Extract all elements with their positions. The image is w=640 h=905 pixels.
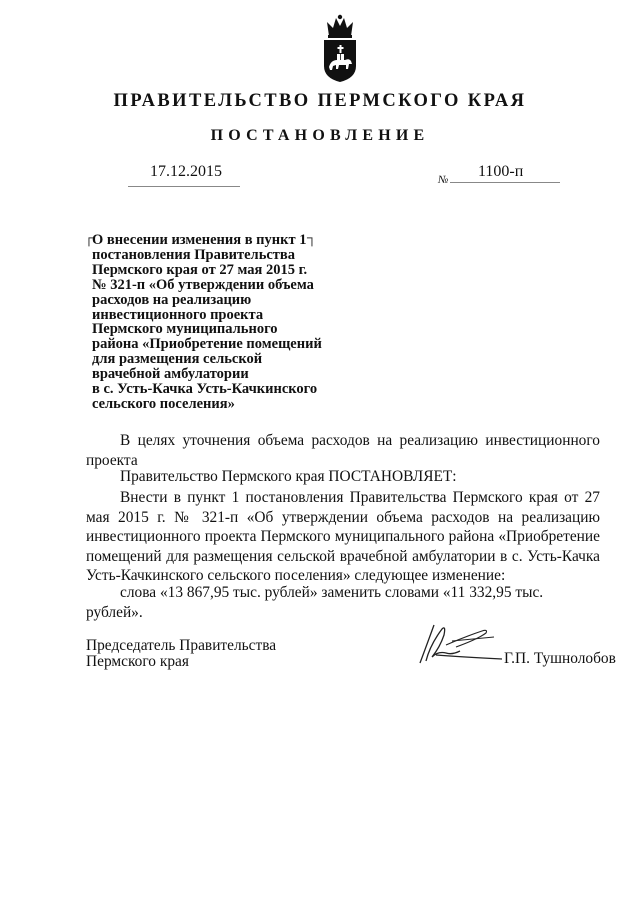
number-sign: №: [438, 174, 449, 186]
signatory-title-line: Председатель Правительства: [86, 637, 277, 654]
number-underline: [450, 182, 560, 183]
signatory-title-line: Пермского края: [86, 653, 189, 670]
subject-line: в с. Усть-Качка Усть-Качкинского: [92, 381, 318, 398]
subject-line: сельского поселения»: [92, 395, 235, 412]
document-subject: [92, 233, 352, 412]
government-title: ПРАВИТЕЛЬСТВО ПЕРМСКОГО КРАЯ: [113, 91, 527, 111]
body-paragraph-resolves: Правительство Пермского края ПОСТАНОВЛЯЕТ:: [120, 468, 457, 485]
document-type: ПОСТАНОВЛЕНИЕ: [210, 127, 430, 144]
subject-bracket-left: ┌: [84, 231, 94, 246]
signatory-title: [86, 638, 276, 670]
document-date: 17.12.2015: [150, 163, 222, 180]
subject-line: постановления Правительства: [92, 246, 295, 263]
subject-line: для размещения сельской: [92, 351, 263, 368]
subject-line: Пермского муниципального: [92, 321, 278, 338]
handwritten-signature-icon: [412, 617, 504, 667]
subject-line: № 321-п «Об утверждении объема: [92, 276, 314, 293]
body-paragraph-amendment: Внести в пункт 1 постановления Правительства Пермского края от 27 мая 2015 г. № 321-п «Об утверждении объема расходов на реализацию инвестиционного проекта Пермского муниципального района «Приобретение помещений для размещения сельской врачебной амбулатории в с. Усть-Качка Усть-Качкинского сельского поселения» следующее изменение:: [86, 489, 600, 584]
body-paragraph-purpose: В целях уточнения объема расходов на реализацию инвестиционного проекта: [86, 432, 600, 469]
date-underline: [128, 186, 240, 187]
body-paragraph-replacement: слова «13 867,95 тыс. рублей» заменить словами «11 332,95 тыс. рублей».: [86, 584, 544, 621]
subject-line: О внесении изменения в пункт 1: [92, 232, 307, 248]
subject-line: расходов на реализацию: [92, 291, 252, 308]
signatory-name: Г.П. Тушнолобов: [504, 650, 616, 667]
subject-line: Пермского края от 27 мая 2015 г.: [92, 261, 308, 278]
subject-line: инвестиционного проекта: [92, 306, 264, 323]
coat-of-arms-icon: [319, 14, 361, 84]
subject-bracket-right: ┐: [307, 231, 317, 246]
document-number: 1100-п: [478, 163, 524, 180]
subject-line: района «Приобретение помещений: [92, 336, 322, 353]
subject-line: врачебной амбулатории: [92, 366, 249, 383]
